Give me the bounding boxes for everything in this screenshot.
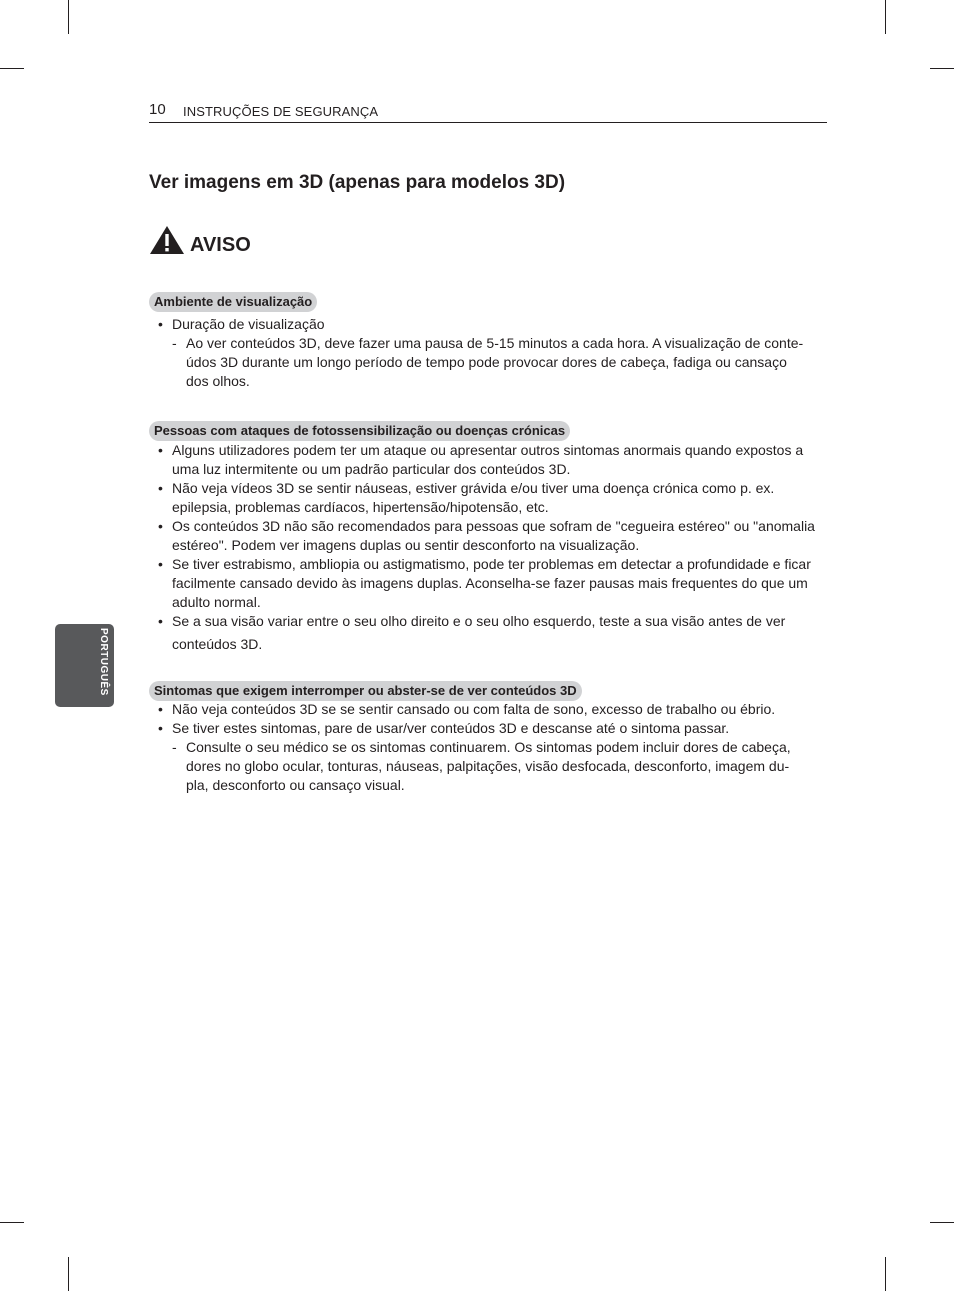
crop-mark [68, 0, 69, 34]
bullet: • [158, 316, 163, 332]
list-item-continuation: adulto normal. [172, 594, 261, 610]
section-title: Ver imagens em 3D (apenas para modelos 3D) [149, 172, 566, 193]
list-item-continuation: epilepsia, problemas cardíacos, hipertensão/hipotensão, etc. [172, 499, 549, 515]
list-item-continuation: údos 3D durante um longo período de tempo pode provocar dores de cabeça, fadiga ou cansaço [186, 354, 787, 370]
dash: - [172, 739, 177, 755]
crop-mark [930, 1222, 954, 1223]
crop-mark [930, 68, 954, 69]
list-item-continuation: pla, desconforto ou cansaço visual. [186, 777, 405, 793]
bullet: • [158, 613, 163, 629]
subsection-heading: Pessoas com ataques de fotossensibilização ou doenças crónicas [149, 421, 570, 441]
crop-mark [885, 0, 886, 34]
list-item-continuation: estéreo". Podem ver imagens duplas ou sentir desconforto na visualização. [172, 537, 640, 553]
bullet: • [158, 442, 163, 458]
list-item-continuation: dos olhos. [186, 373, 250, 389]
warning-triangle-icon [149, 225, 185, 255]
header-title: INSTRUÇÕES DE SEGURANÇA [183, 104, 379, 119]
subsection-heading: Sintomas que exigem interromper ou abster-se de ver conteúdos 3D [149, 681, 582, 701]
crop-mark [68, 1257, 69, 1291]
language-tab-label: PORTUGUÊS [98, 628, 109, 696]
list-item: Consulte o seu médico se os sintomas continuarem. Os sintomas podem incluir dores de cabeça, [186, 739, 791, 755]
page-number: 10 [149, 101, 166, 118]
bullet: • [158, 701, 163, 717]
list-item-continuation: dores no globo ocular, tonturas, náuseas, palpitações, visão desfocada, desconforto, imagem du- [186, 758, 790, 774]
list-item: Se tiver estrabismo, ambliopia ou astigmatismo, pode ter problemas em detectar a profundidade e ficar [172, 556, 811, 572]
warning-label: AVISO [190, 234, 251, 256]
list-item: Não veja conteúdos 3D se se sentir cansado ou com falta de sono, excesso de trabalho ou ébrio. [172, 701, 776, 717]
list-item-continuation: uma luz intermitente ou um padrão particular dos conteúdos 3D. [172, 461, 571, 477]
list-item: Se tiver estes sintomas, pare de usar/ver conteúdos 3D e descanse até o sintoma passar. [172, 720, 730, 736]
crop-mark [885, 1257, 886, 1291]
subsection-heading: Ambiente de visualização [149, 292, 317, 312]
list-item: Ao ver conteúdos 3D, deve fazer uma pausa de 5-15 minutos a cada hora. A visualização de conte- [186, 335, 804, 351]
page-header [149, 100, 827, 123]
list-item-continuation: facilmente cansado devido às imagens duplas. Aconselha-se fazer pausas mais frequentes do que um [172, 575, 808, 591]
crop-mark [0, 68, 24, 69]
list-item: Não veja vídeos 3D se sentir náuseas, estiver grávida e/ou tiver uma doença crónica como p. ex. [172, 480, 775, 496]
bullet: • [158, 518, 163, 534]
bullet: • [158, 556, 163, 572]
bullet: • [158, 720, 163, 736]
list-item: Alguns utilizadores podem ter um ataque ou apresentar outros sintomas anormais quando expostos a [172, 442, 804, 458]
list-item: Duração de visualização [172, 316, 325, 332]
dash: - [172, 335, 177, 351]
list-item: Os conteúdos 3D não são recomendados para pessoas que sofram de "cegueira estéreo" ou "anomalia [172, 518, 815, 534]
list-item-continuation: conteúdos 3D. [172, 636, 263, 652]
list-item: Se a sua visão variar entre o seu olho direito e o seu olho esquerdo, teste a sua visão antes de ver [172, 613, 786, 629]
crop-mark [0, 1222, 24, 1223]
bullet: • [158, 480, 163, 496]
